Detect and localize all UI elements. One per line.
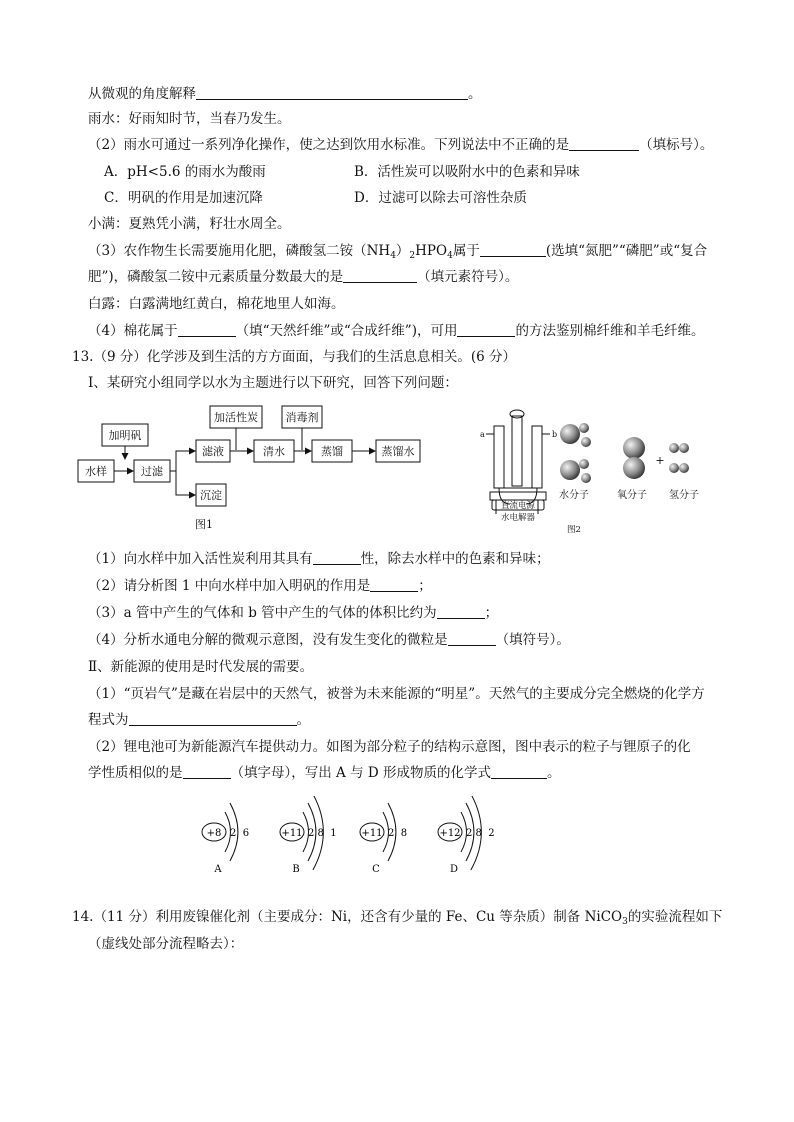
atom-label: C [372, 864, 380, 875]
atom-diagram-a [202, 803, 249, 875]
line-q3-cont: 肥”)，磷酸氢二铵中元素质量分数最大的是 （填元素符号）。 [88, 269, 519, 285]
answer-blank[interactable] [569, 136, 639, 151]
answer-blank[interactable] [480, 242, 546, 257]
tube-b-label: b [552, 430, 558, 439]
label-clear-water: 清水 [263, 445, 285, 458]
nucleus-charge: +12 [439, 828, 461, 839]
electron-counts: 2 6 [230, 828, 250, 839]
atom-diagram-b [280, 796, 337, 875]
question-14: 14.（11 分）利用废镍催化剂（主要成分：Ni，还含有少量的 Fe、Cu 等杂质）制备 NiCO$_3$的实验流程如下 [72, 909, 723, 927]
label-sample: 水样 [85, 465, 107, 478]
oxygen-molecule-icon [623, 437, 645, 479]
label-filter: 过滤 [141, 465, 163, 478]
option-c: C．明矾的作用是加速沉降 [104, 190, 263, 206]
answer-blank[interactable] [129, 711, 297, 726]
line-i3: （3）a 管中产生的气体和 b 管中产生的气体的体积比约为 ； [88, 605, 499, 621]
label-disinfectant: 消毒剂 [285, 411, 319, 424]
line-ii1: （1）“页岩气”是藏在岩层中的天然气，被誉为未来能源的“明星”。天然气的主要成分完全燃烧的化学方 [88, 686, 705, 702]
label-distill: 蒸馏 [321, 445, 343, 458]
electron-counts: 2 8 [388, 828, 408, 839]
section-2: Ⅱ、新能源的使用是时代发展的需要。 [88, 659, 314, 675]
answer-blank[interactable] [448, 631, 496, 646]
line-rain: 雨水：好雨知时节，当春乃发生。 [88, 111, 291, 127]
option-d: D．过滤可以除去可溶性杂质 [354, 190, 527, 206]
power-supply-label: 直流电源 [500, 501, 536, 511]
atom-label: A [214, 864, 222, 875]
figure-1-caption: 图1 [195, 518, 213, 531]
answer-blank[interactable] [457, 322, 515, 337]
figure-1-flowchart [76, 400, 456, 535]
line-q4: （4）棉花属于 （填“天然纤维”或“合成纤维”)，可用 的方法鉴别棉纤维和羊毛纤维。 [88, 323, 705, 339]
answer-blank[interactable] [343, 268, 417, 283]
label-filtrate: 滤液 [202, 445, 224, 458]
label-carbon: 加活性炭 [214, 411, 258, 424]
hydrogen-molecule-label: 氢分子 [669, 490, 699, 501]
atom-structure-diagrams [196, 796, 516, 878]
atom-label: D [449, 864, 459, 875]
nucleus-charge: +11 [361, 828, 383, 839]
line-ii1-cont: 程式为 。 [88, 712, 310, 728]
oxygen-molecule-label: 氧分子 [617, 490, 647, 501]
line-1: 从微观的角度解释 。 [88, 86, 482, 102]
atom-label: B [292, 864, 300, 875]
question-14-cont: （虚线处部分流程略去）： [88, 936, 244, 952]
answer-blank[interactable] [183, 764, 231, 779]
line-q3: （3）农作物生长需要施用化肥，磷酸氢二铵$(NH_4)_2HPO_4$属于 (选填“氮肥”“磷肥”或“复合 [88, 243, 708, 261]
line-i4: （4）分析水通电分解的微观示意图，没有发生变化的微粒是 （填符号）。 [88, 632, 570, 648]
option-b: B．活性炭可以吸附水中的色素和异味 [354, 164, 580, 180]
answer-blank[interactable] [437, 604, 485, 619]
line-xiaoman: 小满：夏熟凭小满，籽壮水周全。 [88, 216, 291, 232]
electron-counts: 2 8 2 [466, 828, 495, 839]
line-i1: （1）向水样中加入活性炭利用其具有 性，除去水样中的色素和异味； [88, 551, 550, 567]
answer-blank[interactable] [370, 577, 418, 592]
nucleus-charge: +8 [206, 828, 222, 839]
hydrogen-molecule-icon [669, 443, 689, 473]
section-1: I、某研究小组同学以水为主题进行以下研究，回答下列问题： [88, 375, 458, 391]
answer-blank[interactable] [491, 764, 547, 779]
label-alum: 加明矾 [108, 429, 142, 442]
electrolyzer-label: 水电解器 [500, 513, 536, 523]
label-distilled-water: 蒸馏水 [381, 445, 415, 458]
label-sediment: 沉淀 [200, 489, 222, 502]
line-ii2-cont: 学性质相似的是 （填字母），写出 A 与 D 形成物质的化学式 。 [88, 765, 561, 781]
atom-diagram-d [438, 796, 495, 875]
figure-2-caption: 图2 [567, 525, 581, 535]
electron-counts: 2 8 1 [308, 828, 337, 839]
tube-a-label: a [480, 430, 485, 439]
water-molecule-label: 水分子 [559, 490, 589, 501]
answer-blank[interactable] [313, 550, 361, 565]
nucleus-charge: +11 [281, 828, 303, 839]
line-q2: （2）雨水可通过一系列净化操作，使之达到饮用水标准。下列说法中不正确的是 （填标号）。 [88, 137, 714, 153]
question-13: 13.（9 分）化学涉及到生活的方方面面，与我们的生活息息相关。(6 分） [72, 349, 516, 365]
answer-blank[interactable] [178, 322, 236, 337]
line-bailu: 白露：白露满地红黄白，棉花地里人如海。 [88, 296, 345, 312]
line-ii2: （2）锂电池可为新能源汽车提供动力。如图为部分粒子的结构示意图，图中表示的粒子与锂原子的化 [88, 739, 691, 755]
atom-diagram-c [360, 803, 407, 875]
water-molecule-icon [560, 423, 591, 483]
line-i2: （2）请分析图 1 中向水样中加入明矾的作用是 ； [88, 578, 432, 594]
answer-blank[interactable] [196, 85, 468, 100]
option-a: A．pH<5.6 的雨水为酸雨 [104, 164, 266, 180]
plus-sign: + [655, 454, 665, 467]
figure-2-electrolysis [474, 404, 714, 536]
